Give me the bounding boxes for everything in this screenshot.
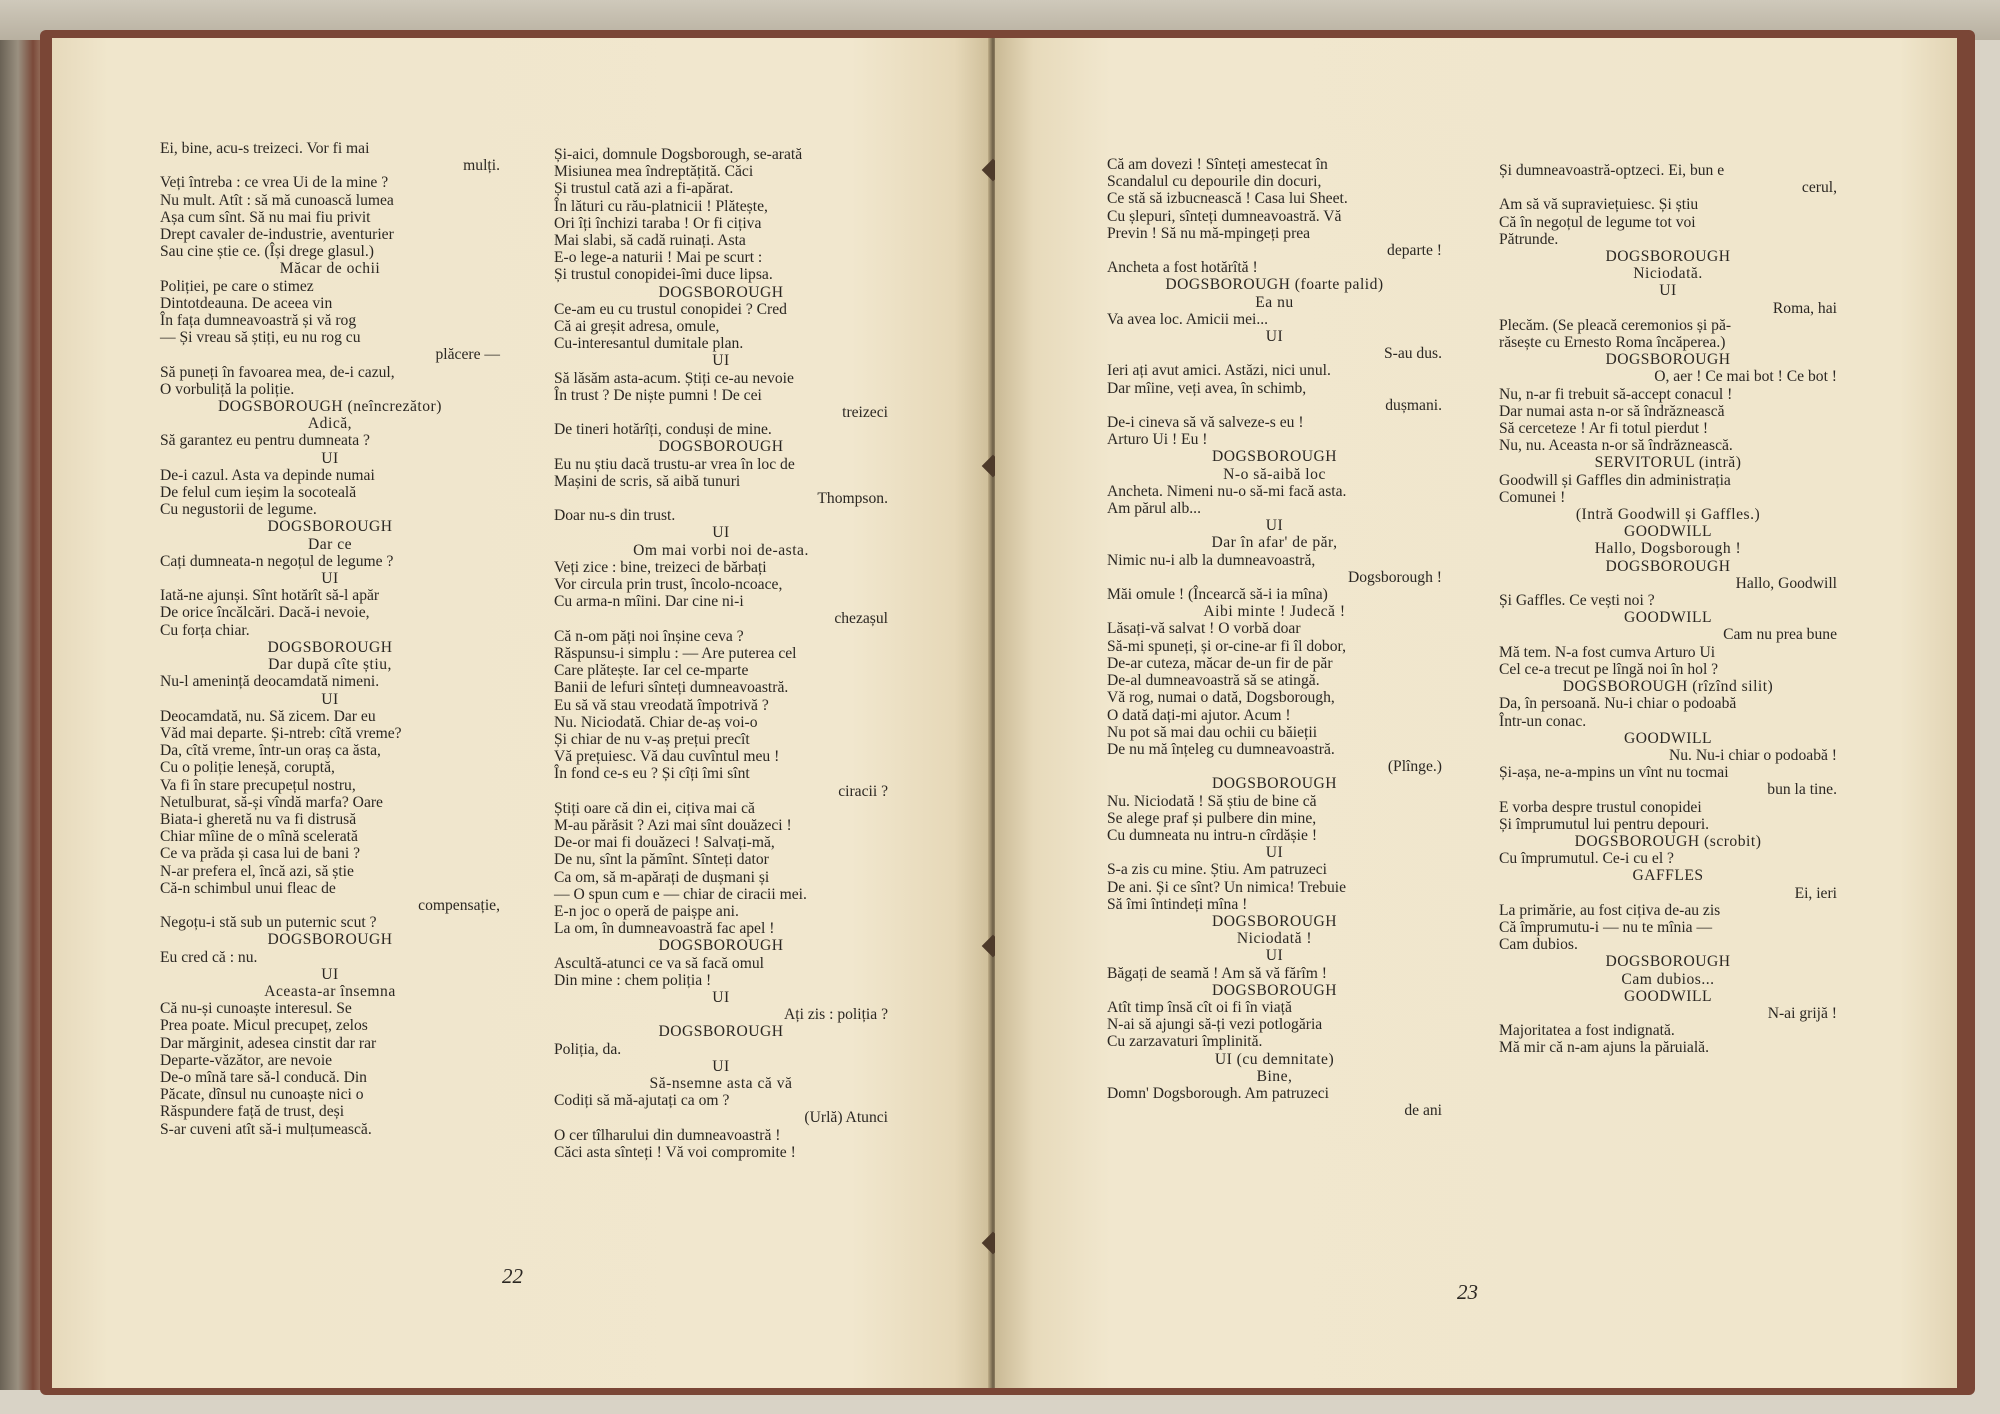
text-line: DOGSBOROUGH <box>267 518 393 536</box>
text-line: Ce-am eu cu trustul conopidei ? Cred <box>554 300 787 318</box>
text-line: Nu mult. Atît : să mă cunoască lumea <box>160 191 394 209</box>
text-line: DOGSBOROUGH <box>1605 351 1731 369</box>
text-line: La om, în dumneavoastră fac apel ! <box>554 920 775 938</box>
text-line: De ani. Și ce sînt? Un nimica! Trebuie <box>1107 878 1347 896</box>
text-line: Să cerceteze ! Ar fi totul pierdut ! <box>1499 420 1709 438</box>
text-line: Dar numai asta n-or să îndrăznească <box>1499 402 1725 420</box>
text-line: UI <box>712 988 730 1006</box>
text-line: Eu nu știu dacă trustu-ar vrea în loc de <box>554 455 795 473</box>
text-line: La primărie, au fost cițiva de-au zis <box>1499 901 1721 919</box>
right-page <box>995 38 1957 1388</box>
text-line: O, aer ! Ce mai bot ! Ce bot ! <box>1654 368 1837 386</box>
text-line: Răspundere față de trust, deși <box>160 1103 345 1121</box>
text-line: Vă rog, numai o dată, Dogsborough, <box>1107 689 1335 707</box>
text-line: UI <box>712 352 730 370</box>
text-line: Că în negoțul de legume tot voi <box>1499 213 1696 231</box>
text-line: În fața dumneavoastră și vă rog <box>160 312 357 330</box>
text-line: Da, cîtă vreme, într-un oraș ca ăsta, <box>160 742 381 760</box>
text-line: Dintotdeauna. De aceea vin <box>160 294 333 312</box>
text-line: Să-mi spuneți, și or-cine-ar fi îl dobor, <box>1107 637 1346 655</box>
text-line: Banii de lefuri sînteți dumneavoastră. <box>554 679 789 697</box>
text-line: De-ar cuteza, măcar de-un fir de păr <box>1107 654 1333 672</box>
text-line: Veți întreba : ce vrea Ui de la mine ? <box>160 174 389 192</box>
text-line: Comunei ! <box>1499 488 1566 506</box>
text-line: Ori îți închizi taraba ! Or fi cițiva <box>554 214 762 232</box>
text-line: Cu-interesantul dumitale plan. <box>554 335 744 353</box>
text-line: Negoțu-i stă sub un puternic scut ? <box>160 914 377 932</box>
text-line: departe ! <box>1387 242 1442 260</box>
text-line: DOGSBOROUGH (neîncrezător) <box>218 398 442 416</box>
text-line: treizeci <box>842 404 888 422</box>
text-line: Am părul alb... <box>1107 500 1201 518</box>
text-line: S-ar cuveni atît să-i mulțumească. <box>160 1120 372 1138</box>
text-line: UI <box>321 965 339 983</box>
text-line: Biata-i gheretă nu va fi distrusă <box>160 810 357 828</box>
text-line: Ieri ați avut amici. Astăzi, nici unul. <box>1107 362 1331 380</box>
text-line: Dar ce <box>307 535 353 553</box>
text-line: Că ai greșit adresa, omule, <box>554 318 720 336</box>
text-line: Cam nu prea bune <box>1723 626 1837 644</box>
text-line: Departe-văzător, are nevoie <box>160 1051 333 1069</box>
text-line: Dar mîine, veți avea, în schimb, <box>1107 379 1307 397</box>
text-line: Băgați de seamă ! Am să vă fărîm ! <box>1107 964 1327 982</box>
text-line: E-n joc o operă de paișpe ani. <box>554 902 739 920</box>
text-line: Din mine : chem poliția ! <box>554 971 712 989</box>
text-line: N-o să-aibă loc <box>1223 465 1326 483</box>
text-line: Și Gaffles. Ce vești noi ? <box>1499 592 1655 610</box>
text-line: O cer tîlharului din dumneavoastră ! <box>554 1126 781 1144</box>
text-line: chezașul <box>834 610 888 628</box>
text-line: Pătrunde. <box>1499 230 1559 248</box>
text-line: Văd mai departe. Și-ntreb: cîtă vreme? <box>160 724 402 742</box>
text-line: Căci asta sînteți ! Vă voi compromite ! <box>554 1143 796 1161</box>
text-line: Cam dubios. <box>1499 936 1578 954</box>
text-line: Vor circula prin trust, încolo-ncoace, <box>554 576 783 594</box>
text-line: Să garantez eu pentru dumneata ? <box>160 432 370 450</box>
text-line: Atît timp însă cît oi fi în viață <box>1107 998 1292 1016</box>
text-line: Aceasta-ar însemna <box>264 982 396 1000</box>
text-line: Ei, ieri <box>1794 884 1837 902</box>
text-line: Păcate, dînsul nu cunoaște nici o <box>160 1086 364 1104</box>
text-line: De nu mă înțeleg cu dumneavoastră. <box>1107 740 1335 758</box>
text-line: de ani <box>1404 1102 1442 1120</box>
text-line: Deocamdată, nu. Să zicem. Dar eu <box>160 707 376 725</box>
text-line: Dar în afar' de păr, <box>1211 534 1338 552</box>
text-line: Și trustul cată azi a fi-apărat. <box>554 180 734 198</box>
text-line: S-a zis cu mine. Știu. Am patruzeci <box>1107 861 1327 879</box>
text-line: În lături cu rău-platnicii ! Plătește, <box>554 197 768 215</box>
text-line: Da, în persoană. Nu-i chiar o podoabă <box>1499 695 1737 713</box>
text-line: Mai slabi, să cadă ruinați. Asta <box>554 232 746 250</box>
text-line: De orice încălcări. Dacă-i nevoie, <box>160 604 370 622</box>
text-line: Netulburat, să-și vîndă marfa? Oare <box>160 793 383 811</box>
text-line: UI <box>321 570 339 588</box>
text-line: Ce va prăda și casa lui de bani ? <box>160 845 361 863</box>
text-line: GOODWILL <box>1623 523 1712 541</box>
text-line: De felul cum ieșim la socoteală <box>160 484 357 502</box>
text-line: GOODWILL <box>1623 729 1712 747</box>
text-line: De-or mai fi douăzeci ! Salvați-mă, <box>554 834 775 852</box>
text-line: Ancheta. Nimeni nu-o să-mi facă asta. <box>1107 482 1347 500</box>
text-line: Eu cred că : nu. <box>160 948 258 966</box>
text-line: Domn' Dogsborough. Am patruzeci <box>1107 1084 1329 1102</box>
text-line: S-au dus. <box>1383 345 1442 363</box>
text-line: Bine, <box>1256 1067 1293 1085</box>
text-line: O dată dați-mi ajutor. Acum ! <box>1107 706 1291 724</box>
text-line: UI <box>321 690 339 708</box>
text-line: DOGSBOROUGH <box>1211 981 1338 999</box>
text-line: — O spun cum e — chiar de ciracii mei. <box>554 885 807 903</box>
text-line: cerul, <box>1801 179 1837 197</box>
text-line: Nu, nu. Aceasta n-or să îndrăznească. <box>1499 437 1733 455</box>
text-line: Într-un conac. <box>1499 712 1587 730</box>
text-line: GOODWILL <box>1623 609 1712 627</box>
text-line: Roma, hai <box>1772 299 1837 317</box>
text-line: Cu șlepuri, sînteți dumneavoastră. Vă <box>1107 207 1342 225</box>
text-line: Cu arma-n mîini. Dar cine ni-i <box>554 593 744 611</box>
text-line: Că împrumutu-i — nu te mînia — <box>1499 918 1713 936</box>
text-line: Previn ! Să nu mă-mpingeți prea <box>1107 224 1311 242</box>
text-line: Nimic nu-i alb la dumneavoastră, <box>1107 551 1316 569</box>
text-line: Nu, n-ar fi trebuit să-accept conacul ! <box>1499 385 1733 403</box>
text-line: Că-n schimbul unui fleac de <box>160 879 336 897</box>
text-line: DOGSBOROUGH <box>1605 248 1731 266</box>
text-line: DOGSBOROUGH <box>1211 775 1338 793</box>
text-line: De tineri hotărîți, conduși de mine. <box>554 421 772 439</box>
text-line: Cam dubios... <box>1621 970 1715 988</box>
text-line: (Urlă) Atunci <box>804 1109 888 1127</box>
text-line: Nu pot să mai dau ochii cu băieții <box>1107 723 1318 741</box>
text-line: Și chiar de nu v-aș prețui precît <box>554 730 750 748</box>
text-line: Goodwill și Gaffles din administrația <box>1499 471 1731 489</box>
text-line: DOGSBOROUGH <box>1211 912 1338 930</box>
text-line: DOGSBOROUGH <box>1605 953 1731 971</box>
text-line: Care plătește. Iar cel ce-mparte <box>554 662 749 680</box>
text-line: E vorba despre trustul conopidei <box>1499 798 1702 816</box>
text-line: Va fi în stare precupețul nostru, <box>160 776 356 794</box>
text-line: Se alege praf și pulbere din mine, <box>1107 809 1317 827</box>
text-line: Cu negustorii de legume. <box>160 501 317 519</box>
text-line: Știți oare că din ei, cițiva mai că <box>554 799 755 817</box>
text-line: În trust ? De niște pumni ! De cei <box>554 386 762 404</box>
text-line: Măcar de ochii <box>279 260 381 278</box>
text-line: Hallo, Dogsborough ! <box>1594 540 1742 558</box>
text-line: Cel ce-a trecut pe lîngă noi în hol ? <box>1499 660 1719 678</box>
text-line: O vorbuliță la poliție. <box>160 380 295 398</box>
text-line: UI <box>1659 282 1677 300</box>
text-line: Cu împrumutul. Ce-i cu el ? <box>1499 850 1674 868</box>
text-line: DOGSBOROUGH <box>658 1023 784 1041</box>
text-line: De-i cineva să vă salveze-s eu ! <box>1107 414 1304 432</box>
text-line: Ancheta a fost hotărîtă ! <box>1107 259 1258 277</box>
text-line: mulți. <box>463 157 500 175</box>
text-line: Poliției, pe care o stimez <box>160 277 314 295</box>
text-line: DOGSBOROUGH (scrobit) <box>1574 832 1762 850</box>
text-line: UI <box>712 1057 730 1075</box>
text-line: Niciodată. <box>1633 265 1703 283</box>
text-line: Cați dumneata-n negoțul de legume ? <box>160 552 394 570</box>
text-line: Adică, <box>307 415 353 433</box>
text-line: Plecăm. (Se pleacă ceremonios și pă- <box>1499 316 1732 334</box>
right-page-column-2 <box>1499 162 1837 1057</box>
text-line: UI <box>1265 328 1284 346</box>
text-line: De-al dumneavoastră să se atingă. <box>1107 672 1320 690</box>
text-line: Să lăsăm asta-acum. Știți ce-au nevoie <box>554 369 794 387</box>
text-line: Lăsați-vă salvat ! O vorbă doar <box>1107 620 1301 638</box>
text-line: SERVITORUL (intră) <box>1594 454 1742 472</box>
text-line: Măi omule ! (Încearcă să-i ia mîna) <box>1107 586 1328 604</box>
text-line: Cu o poliție leneșă, coruptă, <box>160 759 335 777</box>
left-page-number: 22 <box>502 1264 523 1288</box>
text-line: DOGSBOROUGH <box>267 931 393 949</box>
text-line: UI <box>1265 947 1284 965</box>
right-page-number: 23 <box>1457 1280 1478 1304</box>
left-page-column-2 <box>554 146 888 1161</box>
text-line: (Plînge.) <box>1387 758 1442 776</box>
text-line: bun la tine. <box>1767 781 1837 799</box>
text-line: DOGSBOROUGH <box>658 283 784 301</box>
text-line: Ați zis : poliția ? <box>784 1006 888 1024</box>
text-line: Doar nu-s din trust. <box>554 507 676 525</box>
text-line: UI <box>321 449 339 467</box>
text-line: DOGSBOROUGH <box>1605 557 1731 575</box>
text-line: DOGSBOROUGH <box>658 937 784 955</box>
text-line: plăcere — <box>435 346 500 364</box>
text-line: Niciodată ! <box>1236 930 1313 948</box>
text-line: Să-nsemne asta că vă <box>649 1074 793 1092</box>
text-line: Nu. Niciodată ! Să știu de bine că <box>1107 792 1317 810</box>
text-line: Ce stă să izbucnească ! Casa lui Sheet. <box>1107 190 1348 208</box>
text-line: DOGSBOROUGH <box>1211 448 1338 466</box>
text-line: Că n-om păți noi înșine ceva ? <box>554 627 744 645</box>
text-line: Să puneți în favoarea mea, de-i cazul, <box>160 363 395 381</box>
text-line: GOODWILL <box>1623 987 1712 1005</box>
text-line: Sau cine știe ce. (Își drege glasul.) <box>160 243 374 261</box>
text-line: Dogsborough ! <box>1348 568 1442 586</box>
text-line: Scandalul cu depourile din docuri, <box>1107 173 1322 191</box>
text-line: răsește cu Ernesto Roma încăperea.) <box>1499 334 1726 352</box>
text-line: Aibi minte ! Judecă ! <box>1203 603 1346 621</box>
text-line: Ca om, să m-apărați de dușmani și <box>554 868 770 886</box>
text-line: De-i cazul. Asta va depinde numai <box>160 466 375 484</box>
text-line: Poliția, da. <box>554 1040 622 1058</box>
text-line: compensație, <box>418 896 500 914</box>
text-line: DOGSBOROUGH (foarte palid) <box>1165 276 1384 294</box>
text-line: M-au părăsit ? Azi mai sînt douăzeci ! <box>554 816 792 834</box>
text-line: UI (cu demnitate) <box>1214 1050 1335 1068</box>
text-line: Ea nu <box>1255 293 1294 311</box>
text-line: Va avea loc. Amicii mei... <box>1107 310 1269 328</box>
text-line: De-o mînă tare să-l conducă. Din <box>160 1068 367 1086</box>
text-line: Hallo, Goodwill <box>1735 574 1837 592</box>
text-line: Thompson. <box>817 490 888 508</box>
text-line: Cu forța chiar. <box>160 621 250 639</box>
text-line: În fond ce-s eu ? Și cîți îmi sînt <box>554 765 750 783</box>
right-page-column-1 <box>1107 156 1442 1119</box>
text-line: Prea poate. Micul precupeț, zelos <box>160 1017 368 1035</box>
text-line: ciracii ? <box>838 782 888 800</box>
text-line: — Și vreau să știți, eu nu rog cu <box>160 329 361 347</box>
text-line: Mă tem. N-a fost cumva Arturo Ui <box>1499 643 1716 661</box>
text-line: Am să vă supraviețuiesc. Și știu <box>1499 196 1699 214</box>
text-line: N-ai să ajungi să-ți vezi potlogăria <box>1107 1016 1323 1034</box>
left-page <box>52 38 992 1388</box>
text-line: Așa cum sînt. Să nu mai fiu privit <box>160 208 371 226</box>
text-line: Eu să vă stau vreodată împotrivă ? <box>554 696 769 714</box>
text-line: UI <box>1265 844 1284 862</box>
text-line: GAFFLES <box>1632 867 1704 885</box>
text-line: dușmani. <box>1385 396 1442 414</box>
text-line: Și dumneavoastră-optzeci. Ei, bun e <box>1499 162 1725 179</box>
text-line: De nu, sînt la pămînt. Sînteți dator <box>554 851 769 869</box>
text-line: Vă prețuiesc. Vă dau cuvîntul meu ! <box>554 748 780 766</box>
text-line: UI <box>712 524 730 542</box>
text-line: Majoritatea a fost indignată. <box>1499 1022 1675 1040</box>
text-line: Și împrumutul lui pentru depouri. <box>1499 815 1710 833</box>
text-line: Răspunsu-i simplu : — Are puterea cel <box>554 644 797 662</box>
text-line: Că am dovezi ! Sînteți amestecat în <box>1107 156 1328 173</box>
text-line: Cu zarzavaturi împlinită. <box>1107 1033 1263 1051</box>
text-line: Dar mărginit, adesea cinstit dar rar <box>160 1034 377 1052</box>
text-line: Și trustul conopidei-îmi duce lipsa. <box>554 266 773 284</box>
text-line: Dar după cîte știu, <box>268 656 392 674</box>
text-line: Că nu-și cunoaște interesul. Se <box>160 1000 352 1018</box>
text-line: Om mai vorbi noi de-asta. <box>633 541 809 559</box>
text-line: Și-aici, domnule Dogsborough, se-arată <box>554 146 803 163</box>
text-line: Misiunea mea îndreptățită. Căci <box>554 163 754 181</box>
text-line: Nu. Nu-i chiar o podoabă ! <box>1668 746 1837 764</box>
text-line: Veți zice : bine, treizeci de bărbați <box>554 558 767 576</box>
text-line: Ascultă-atunci ce va să facă omul <box>554 954 764 972</box>
text-line: N-ai grijă ! <box>1767 1004 1837 1022</box>
text-line: Nu-l amenință deocamdată nimeni. <box>160 673 380 691</box>
text-line: Nu. Niciodată. Chiar de-aș voi-o <box>554 713 758 731</box>
text-line: Să îmi întindeți mîna ! <box>1107 895 1248 913</box>
left-page-column-1 <box>160 140 500 1138</box>
text-line: Chiar mîine de o mînă scelerată <box>160 828 358 846</box>
text-line: Mă mir că n-am ajuns la păruială. <box>1499 1039 1709 1057</box>
text-line: UI <box>1265 517 1284 535</box>
text-line: N-ar prefera el, încă azi, să știe <box>160 862 354 880</box>
text-line: DOGSBOROUGH (rîzînd silit) <box>1562 678 1774 696</box>
text-line: E-o lege-a naturii ! Mai pe scurt : <box>554 249 763 267</box>
text-line: Cu dumneata nu intru-n cîrdășie ! <box>1107 826 1318 844</box>
text-line: Și-așa, ne-a-mpins un vînt nu tocmai <box>1499 764 1729 782</box>
text-line: Ei, bine, acu-s treizeci. Vor fi mai <box>160 140 370 157</box>
text-line: Codiți să mă-ajutați ca om ? <box>554 1092 730 1110</box>
text-line: Arturo Ui ! Eu ! <box>1107 431 1208 449</box>
text-line: DOGSBOROUGH <box>658 438 784 456</box>
text-line: (Intră Goodwill și Gaffles.) <box>1575 506 1761 524</box>
text-line: Drept cavaler de-industrie, aventurier <box>160 226 394 244</box>
text-line: Iată-ne ajunși. Sînt hotărît să-l apăr <box>160 587 380 605</box>
text-line: DOGSBOROUGH <box>267 638 393 656</box>
text-line: Mașini de scris, să aibă tunuri <box>554 472 741 490</box>
